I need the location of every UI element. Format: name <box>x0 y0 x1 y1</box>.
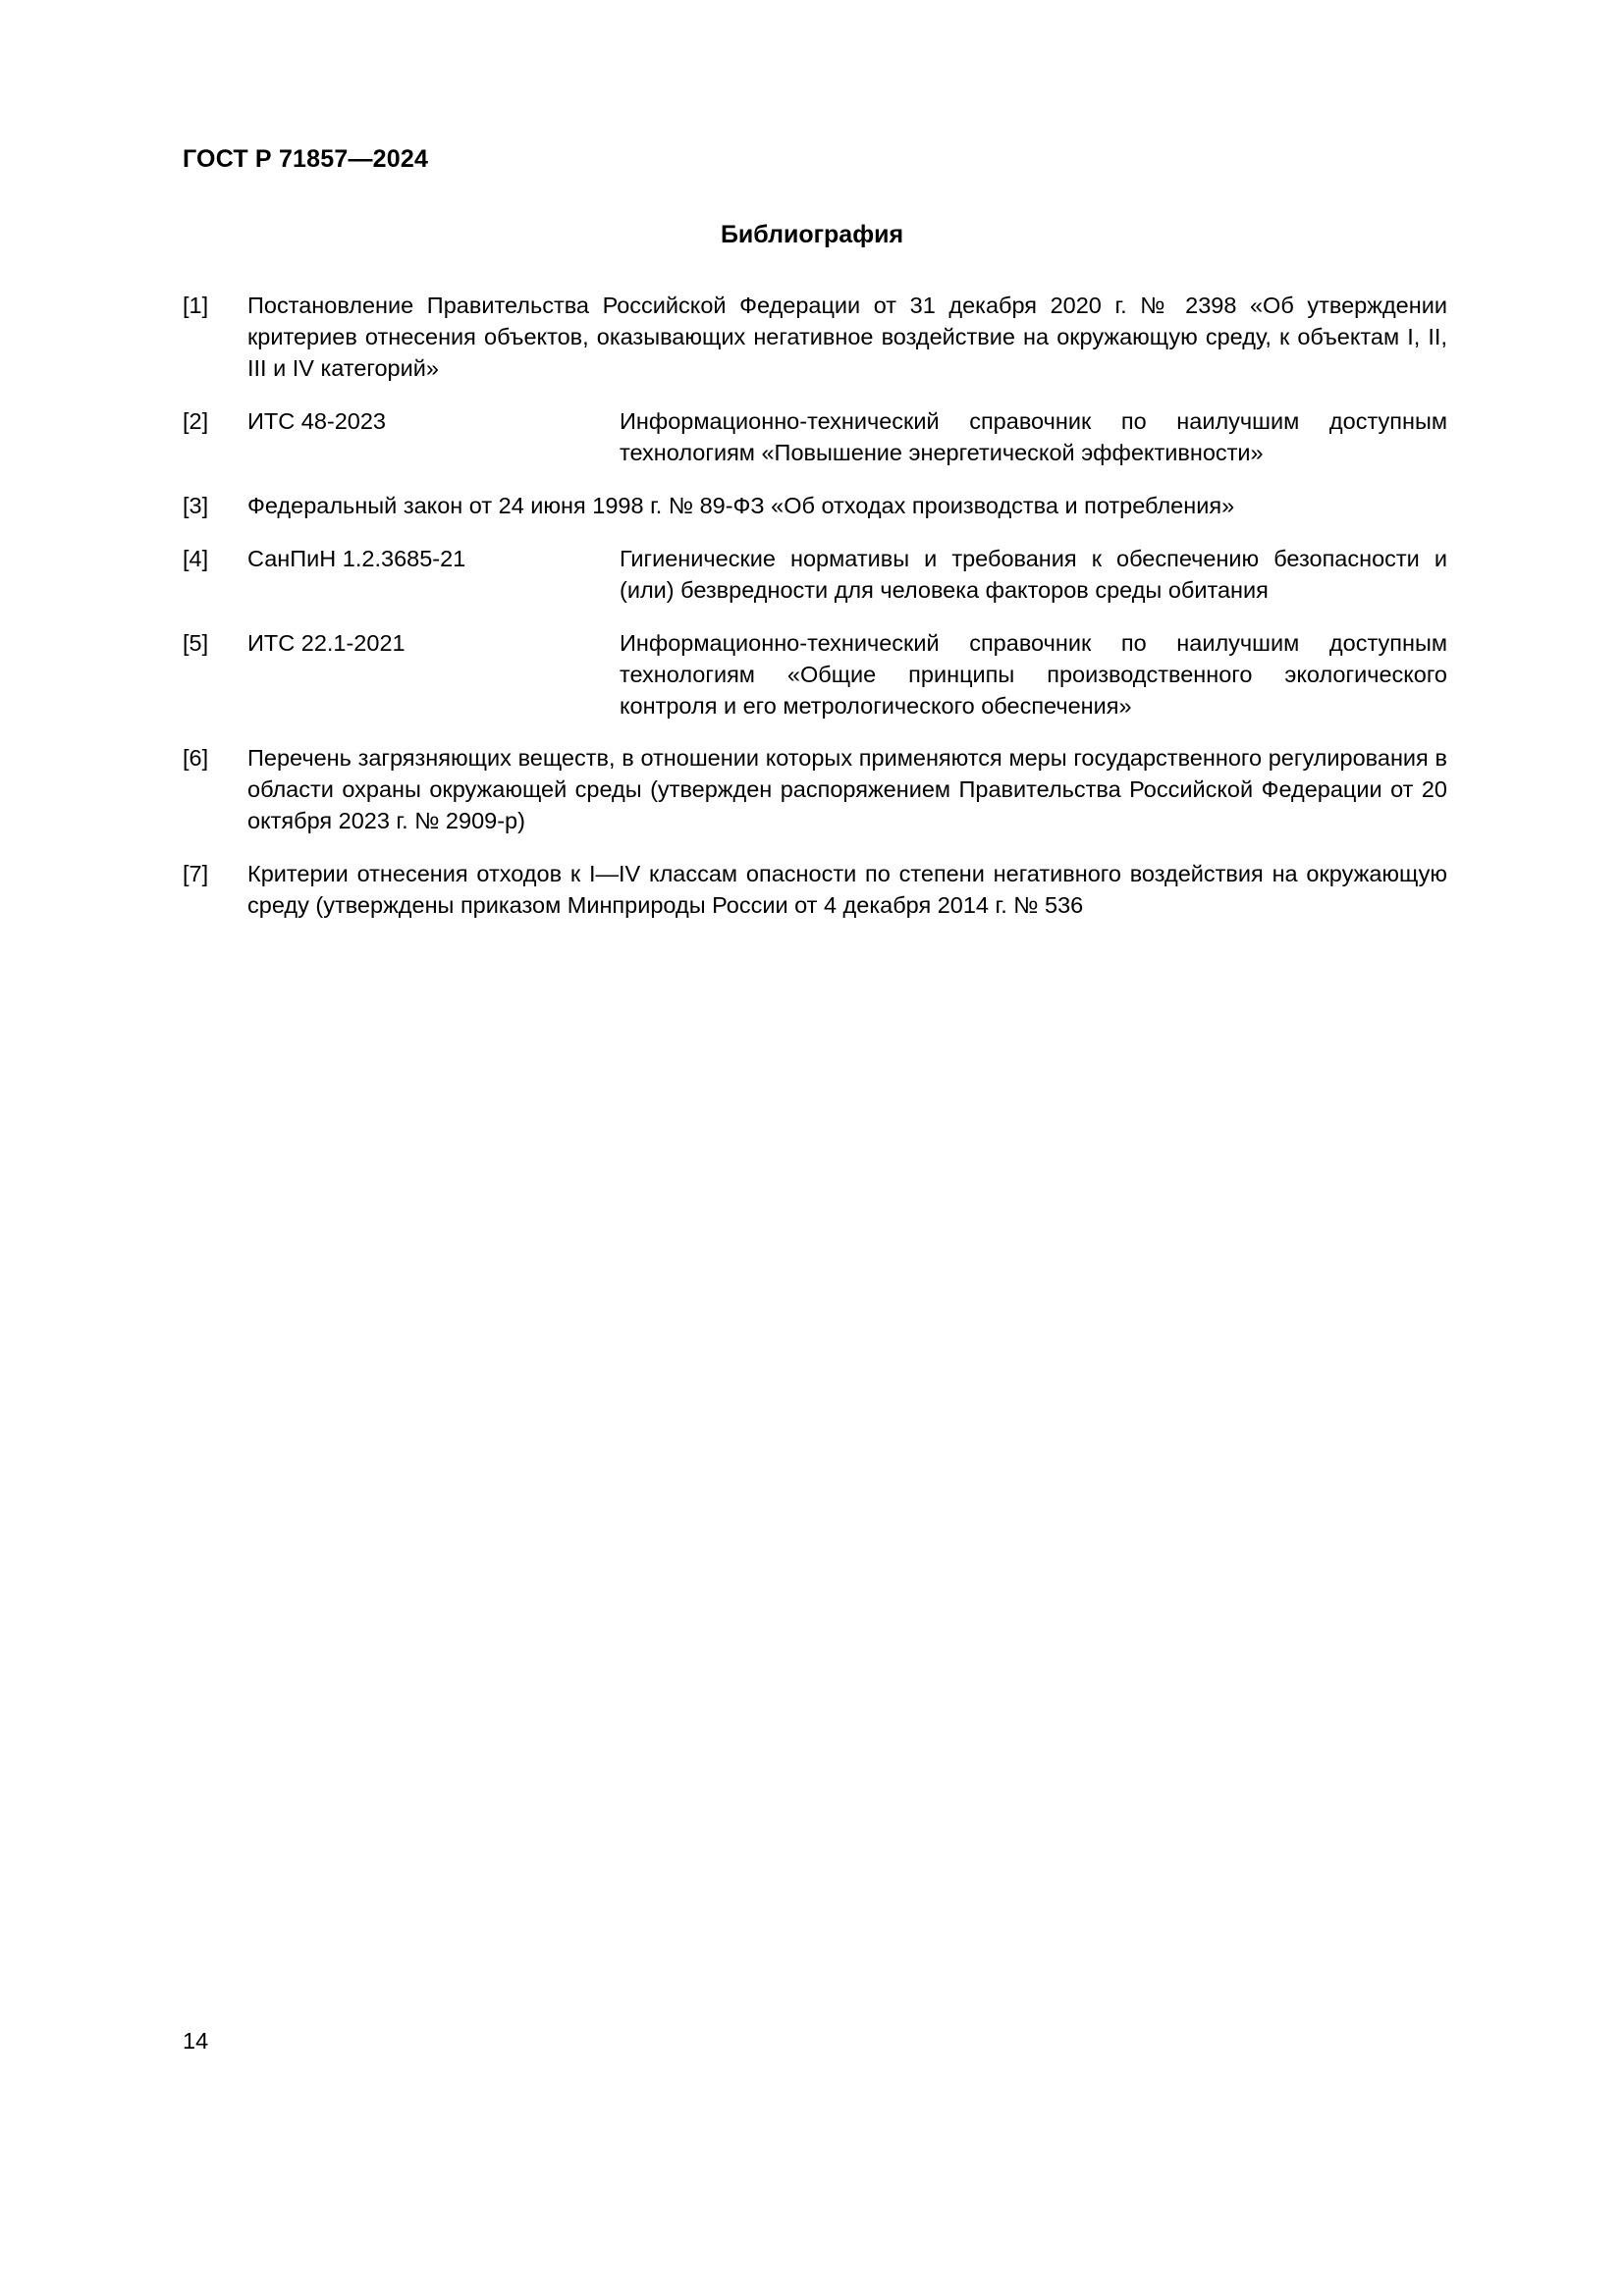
entry-text: Гигиенические нормативы и требования к обеспечению безопасности и (или) безвредности для человека факторов среды обитания <box>620 545 1447 603</box>
entry-marker: [3] <box>183 492 209 518</box>
page-number: 14 <box>183 2028 209 2054</box>
entry-text: Федеральный закон от 24 июня 1998 г. № 89-ФЗ «Об отходах производства и потребления» <box>247 492 1235 518</box>
entry-text: Информационно-технический справочник по наилучшим доступным технологиям «Общие принципы производственного экологического контроля и его метрологического обеспечения» <box>620 629 1447 719</box>
bibliography-entry <box>183 544 1447 607</box>
bibliography-entry <box>183 743 1447 837</box>
entry-text: Критерии отнесения отходов к I—IV классам опасности по степени негативного воздействия на окружающую среду (утверждены приказом Минприроды России от 4 декабря 2014 г. № 536 <box>247 861 1447 919</box>
entry-marker: [1] <box>183 293 209 318</box>
entry-marker: [5] <box>183 629 209 656</box>
bibliography-entry <box>183 628 1447 722</box>
entry-text: Информационно-технический справочник по наилучшим доступным технологиям «Повышение энергетической эффективности» <box>620 407 1447 465</box>
bibliography-entry <box>183 859 1447 922</box>
bibliography-entry <box>183 491 1447 522</box>
entry-reference-code: ИТС 48-2023 <box>247 407 386 434</box>
bibliography-list <box>183 291 1447 943</box>
entry-reference-code: ИТС 22.1-2021 <box>247 629 406 656</box>
entry-text: Перечень загрязняющих веществ, в отношении которых применяются меры государственного регулирования в области охраны окружающей среды (утвержден распоряжением Правительства Российской Федерации от 20 октября 2023 г. № 2909-р) <box>247 745 1447 834</box>
bibliography-entry <box>183 291 1447 385</box>
entry-marker: [7] <box>183 861 209 887</box>
entry-reference-code: СанПиН 1.2.3685-21 <box>247 545 466 571</box>
entry-marker: [2] <box>183 407 209 434</box>
entry-text: Постановление Правительства Российской Федерации от 31 декабря 2020 г. № 2398 «Об утверждении критериев отнесения объектов, оказывающих негативное воздействие на окружающую среду, к объектам I, II, III и IV категорий» <box>247 293 1447 381</box>
document-header: ГОСТ Р 71857—2024 <box>183 145 429 173</box>
section-title: Библиография <box>720 221 904 248</box>
bibliography-entry <box>183 406 1447 469</box>
entry-marker: [6] <box>183 745 209 772</box>
entry-marker: [4] <box>183 545 209 571</box>
